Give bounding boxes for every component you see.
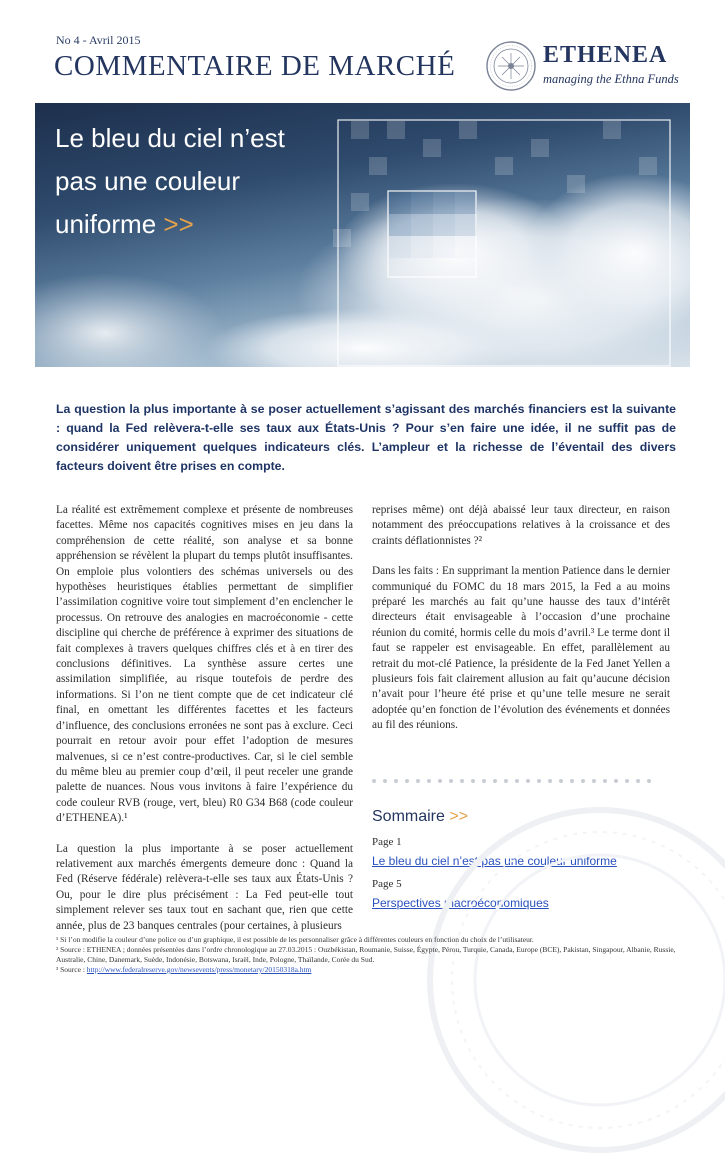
- toc-link[interactable]: Le bleu du ciel n’est pas une couleur uniforme: [372, 854, 617, 868]
- toc-page-number: Page 5: [372, 878, 402, 890]
- ethenea-logo: [485, 40, 685, 96]
- lead-paragraph: La question la plus importante à se poser actuellement s’agissant des marchés financiers est la suivante : quand la Fed relèvera-t-elle ses taux aux États-Unis ? Pour s’en faire une idée, il ne suffit pas de considérer uniquement quelques indicateurs clés. L’ampleur et la richesse de l’éventail des divers facteurs doivent être prises en compte.: [56, 402, 676, 473]
- brand-name: ETHENEA: [543, 42, 668, 68]
- body-paragraph: Dans les faits : En supprimant la mention Patience dans le dernier communiqué du FOMC du 18 mars 2015, la Fed a au moins préparé les marchés au fait qu’une hausse des taux d’intérêt directeurs était envisageable à l’occasion d’une prochaine réunion du comité, hormis celle du mois d’avril.³ Le terme dont il faut se rappeler est envisageable. En effet, parallèlement au retrait du mot-clé Patience, la présidente de la Fed Janet Yellen a plusieurs fois fait clairement allusion au fait qu’aucune décision n’avait pour l’heure été prise et qu’une telle mesure ne serait adoptée qu’en fonction de l’évolution des événements et données au fil des réunions.: [372, 565, 670, 732]
- seal-watermark-icon: [420, 800, 725, 1160]
- footnote: ¹ Si l’on modifie la couleur d’une police ou d’un graphique, il est possible de les personnaliser grâce à différentes couleurs en fonction du choix de l’utilisateur.: [56, 935, 534, 944]
- hero-banner: [35, 103, 690, 367]
- hero-title: [55, 117, 315, 246]
- source-link[interactable]: http://www.federalreserve.gov/newsevents/press/monetary/20150318a.htm: [86, 965, 312, 974]
- dotted-divider: [372, 770, 672, 778]
- footnotes: [56, 935, 676, 975]
- footnote: ² Source : ETHENEA ; données présentées dans l’ordre chronologique au 27.03.2015 : Ouzbékistan, Roumanie, Suisse, Égypte, Pérou, Turquie, Canada, Europe (BCE), Pakistan, Singapour, Albanie, Russie, Australie, Chine, Danemark, Suède, Indonésie, Botswana, Israël, Inde, Pologne, Thaïlande, Corée du Sud.: [56, 945, 676, 964]
- body-paragraph: La question la plus importante à se poser actuellement relativement aux marchés émergents demeure donc : Quand la Fed (Réserve fédérale) relèvera-t-elle ses taux aux États-Unis ? Ou, pour le dire plus précisément : La Fed peut-elle tout simplement relever ses taux tout en sachant que, rien que cette année, plus de 23 banques centrales (pour certaines, à plusieurs: [56, 842, 353, 932]
- issue-label: No 4 - Avril 2015: [56, 33, 141, 47]
- toc-link[interactable]: Perspectives macroéconomiques: [372, 896, 549, 910]
- double-chevron-icon: >>: [163, 209, 194, 239]
- toc-page-number: Page 1: [372, 836, 402, 848]
- footnote: [56, 965, 676, 975]
- body-column-left: [56, 503, 353, 949]
- double-chevron-icon: >>: [449, 808, 469, 825]
- hero-title-text: Le bleu du ciel n’est pas une couleur uniforme: [55, 123, 285, 239]
- seal-icon: [485, 40, 537, 92]
- body-paragraph: La réalité est extrêmement complexe et présente de nombreuses facettes. Même nos capacités cognitives mises en jeu dans la compréhension de cette réalité, son analyse et sa bonne appréhension se révèlent la plupart du temps plutôt insuffisantes. On emploie plus volontiers des schémas universels ou des hypothèses heuristiques établies permettant de simplifier l’assimilation cognitive voire tout simplement d’en enclencher le processus. On retrouve des analogies en macroéconomie - cette discipline qui cherche de préférence à exprimer des situations de fait complexes à travers quelques chiffres clés et à en tirer des conclusions définitives. La synthèse assure certes une assimilation simplifiée, au risque toutefois de perdre des informations. Si l’on ne tient compte que de cet indicateur clé final, en omettant les différentes facettes et les facteurs d’influence, des conclusions erronées ne sont pas à exclure. Ceci pourrait en retour avoir pour effet l’adoption de mesures malvenues, si ce n’est contre-productives. Car, si le ciel semble du même bleu au premier coup d’œil, il peut receler une grande palette de nuances. Nous vous invitons à faire l’expérience du code couleur RVB (rouge, vert, bleu) R0 G34 B68 (code couleur d’ETHENEA).¹: [56, 504, 353, 825]
- brand-tagline: managing the Ethna Funds: [543, 72, 679, 86]
- body-paragraph: reprises même) ont déjà abaissé leur taux directeur, en raison notamment des préoccupations relatives à la croissance et des craints déflationnistes ?²: [372, 504, 670, 547]
- body-column-right: [372, 503, 670, 749]
- page-title: COMMENTAIRE DE MARCHÉ: [54, 50, 456, 82]
- footnote-prefix: ³ Source :: [56, 965, 87, 974]
- toc-heading-text: Sommaire: [372, 808, 445, 825]
